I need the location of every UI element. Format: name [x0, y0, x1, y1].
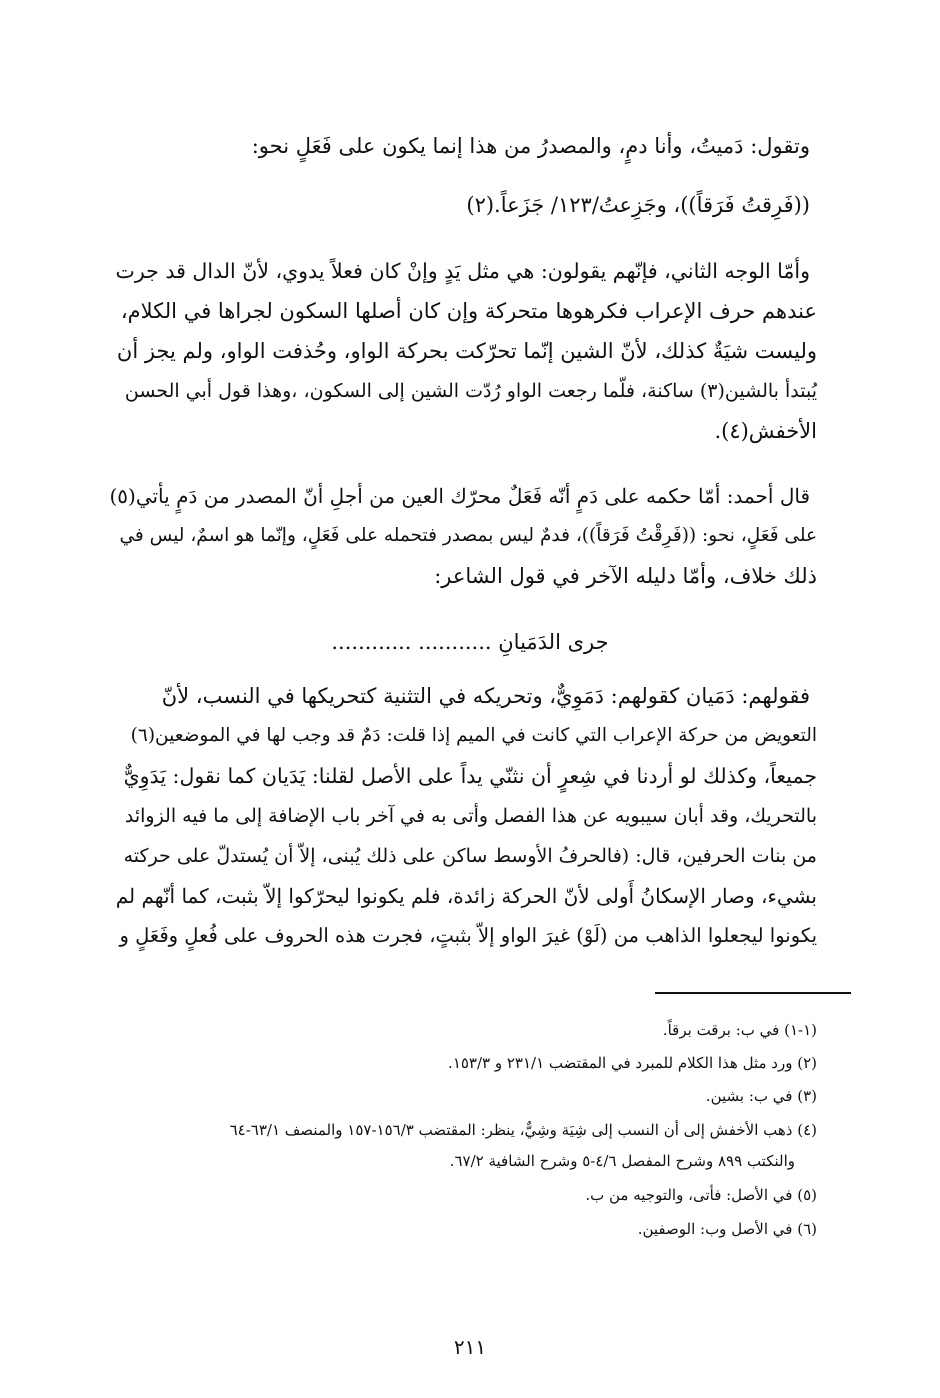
footnote-separator: [655, 992, 851, 994]
footnote-5: (٥) في الأصل: فأتى، والتوجيه من ب.: [585, 1186, 817, 1204]
body-line-7: الأخفش(٤).: [714, 419, 817, 443]
body-line-14: جميعاً، وكذلك لو أردنا في شِعرٍ أن نثنّي يداً على الأصل لقلنا: يَدَيان كما نقول: يَدَوِيٌّ: [123, 764, 817, 788]
body-line-10: ذلك خلاف، وأمّا دليله الآخر في قول الشاعر:: [434, 564, 817, 588]
body-line-5: وليست شيَةٌ كذلك، لأنّ الشين إنّما تحرّكت بحركة الواو، وحُذفت الواو، ولم يجز أن: [116, 339, 817, 363]
body-line-18: يكونوا ليجعلوا الذاهب من (لَوْ) غيرَ الواو إلاّ بثبتٍ، فجرت هذه الحروف على فُعلٍ وفَعَلٍ و: [119, 924, 817, 947]
footnote-2: (٢) ورد مثل هذا الكلام للمبرد في المقتضب ٢٣١/١ و ١٥٣/٣.: [448, 1054, 817, 1072]
body-line-6: يُبتدأ بالشين(٣) ساكنة، فلّما رجعت الواو رُدّت الشين إلى السكون، ،وهذا قول أبي الحسن: [124, 380, 817, 402]
page-number: ٢١١: [453, 1335, 487, 1359]
body-line-13: التعويض من حركة الإعراب التي كانت في الميم إذا قلت: دَمٌ قد وجب لها في الموضعين(٦): [130, 725, 817, 746]
footnote-1: (١-١) في ب: برقت برقاً.: [662, 1021, 817, 1039]
body-line-16: من بنات الحرفين، قال: (فالحرفُ الأوسط ساكن على ذلك يُبنى، إلاّ أن يُستدلّ على حركته: [123, 845, 817, 867]
verse-quotation: جرى الدَمَيانِ ........... ............: [331, 630, 609, 654]
body-line-4: عندهم حرف الإعراب فكرهوها متحركة وإن كان أصلها السكون لجراها في الكلام،: [120, 299, 817, 323]
body-line-1: وتقول: دَميتُ، وأنا دمٍ، والمصدرُ من هذا إنما يكون على فَعَلٍ نحو:: [251, 134, 810, 158]
body-line-15: بالتحريك، وقد أبان سيبويه عن هذا الفصل وأتى به في آخر باب الإضافة إلى ما فيه الزوائد: [124, 805, 817, 827]
body-line-12: فقولهم: دَمَيان كقولهم: دَمَوِيٌّ، وتحريكه في التثنية كتحريكها في النسب، لأنّ: [161, 684, 810, 708]
footnote-4: (٤) ذهب الأخفش إلى أن النسب إلى شِيَة وشِيٌّ، ينظر: المقتضب ١٥٦/٣-١٥٧ والمنصف ٦٣/١-٦٤: [229, 1121, 817, 1139]
body-line-3: وأمّا الوجه الثاني، فإنّهم يقولون: هي مثل يَدٍ وإنْ كان فعلاً يدوي، لأنّ الدال قد جرت: [115, 259, 810, 283]
footnote-4-continued: والنكتب ٨٩٩ وشرح المفصل ٤/٦-٥ وشرح الشافية ٦٧/٢.: [449, 1152, 795, 1170]
body-line-2: ((فَرِقتُ فَرَقاً))، وجَزِعتُ/١٢٣/ جَزَعاً.(٢): [466, 193, 810, 217]
footnote-3: (٣) في ب: بشين.: [705, 1087, 817, 1105]
body-line-9: على فَعَلٍ، نحو: ((فَرِقْتُ فَرَقاً))، فدمٌ ليس بمصدر فتحمله على فَعَلٍ، وإنّما هو اسمٌ، ليس في: [119, 525, 817, 546]
body-line-17: بشيء، وصار الإسكانُ أَولى لأنّ الحركة زائدة، فلم يكونوا ليحرّكوا إلاّ بثبت، كما أنّهم لم: [115, 884, 817, 908]
body-line-8: قال أحمد: أمّا حكمه على دَمٍ أنّه فَعَلٌ محرّك العين من أجلِ أنّ المصدر من دَمٍ يأتي(٥): [109, 484, 810, 508]
footnote-6: (٦) في الأصل وب: الوصفين.: [637, 1220, 817, 1238]
